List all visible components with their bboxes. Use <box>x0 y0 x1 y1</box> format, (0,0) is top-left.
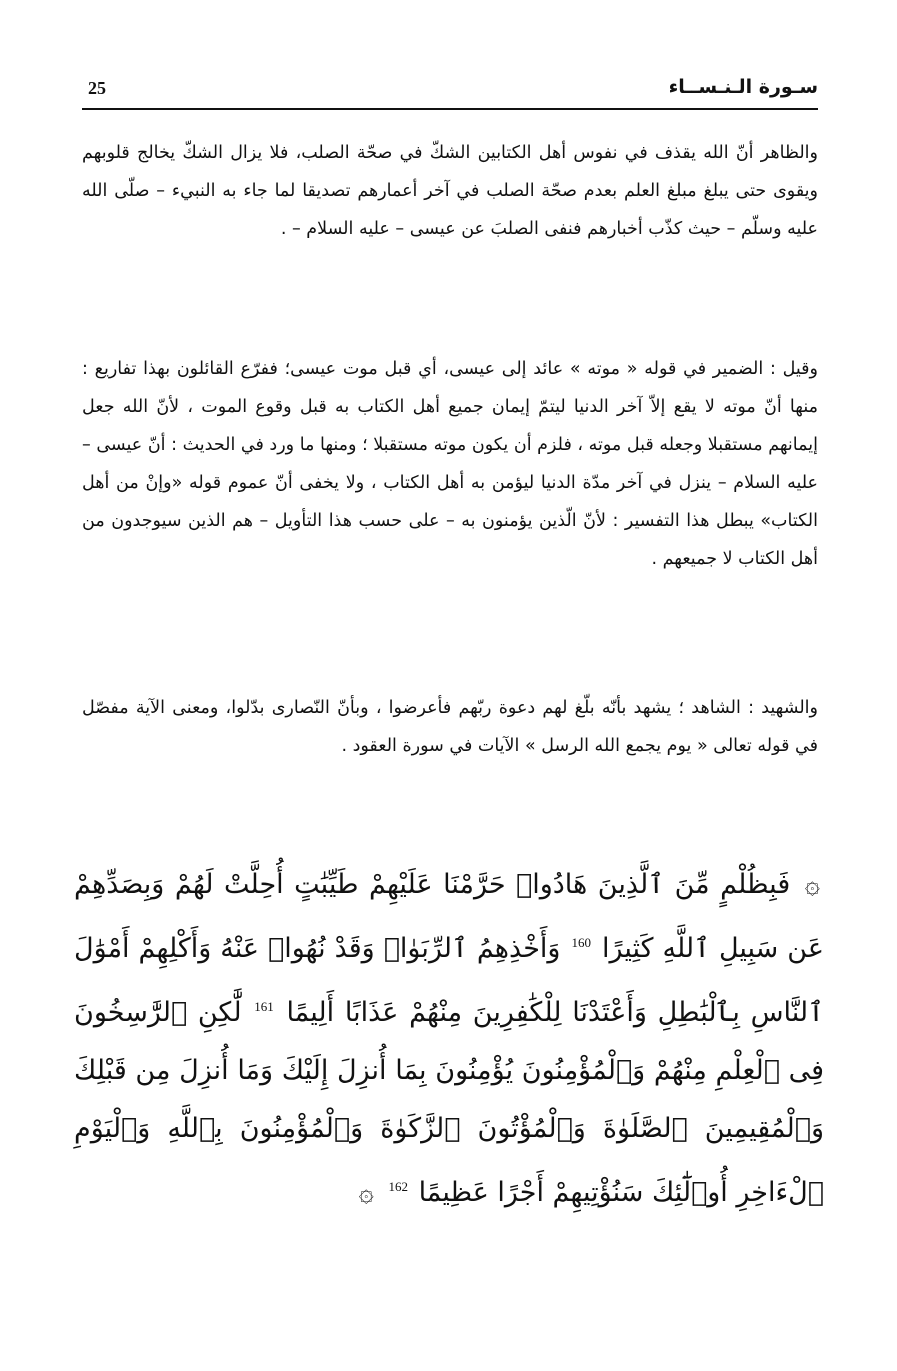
verse-160-text: فَبِظُلْمٍ مِّنَ ٱلَّذِينَ هَادُوا۟ حَرَّمْنَا عَلَيْهِمْ طَيِّبَٰتٍ أُحِلَّتْ لَهُمْ وَبِصَدِّهِمْ عَن سَبِيلِ ٱللَّهِ كَثِيرًا <box>74 869 824 964</box>
commentary-paragraph-2: وقيل : الضمير في قوله « موته » عائد إلى عيسى، أي قبل موت عيسى؛ ففرّع القائلون بهذا تفاريع : منها أنّ موته لا يقع إلاّ آخر الدنيا ليتمّ إيمان جميع أهل الكتاب به قبل وقوع الموت ، لأنّ الله جعل إيمانهم مستقبلا وجعله قبل موته ، فلزم أن يكون موته مستقبلا ؛ ومنها ما ورد في الحديث : أنّ عيسى – عليه السلام – ينزل في آخر مدّة الدنيا ليؤمن به أهل الكتاب ، ولا يخفى أنّ عموم قوله «وإنْ من أهل الكتاب» يبطل هذا التفسير : لأنّ الّذين يؤمنون به – على حسب هذا التأويل – هم الذين سيوجدون من أهل الكتاب لا جميعهم . <box>82 359 818 569</box>
surah-title: سـورة الـنـســاء <box>668 76 818 98</box>
commentary-paragraph-1: والظاهر أنّ الله يقذف في نفوس أهل الكتابين الشكّ في صحّة الصلب، فلا يزال الشكّ يخالج قلوبهم ويقوى حتى يبلغ مبلغ العلم بعدم صحّة الصلب في آخر أعمارهم تصديقا لما جاء به النبيء – صلّى الله عليه وسلّم – حيث كذّب أخبارهم فنفى الصلبَ عن عيسى – عليه السلام – . <box>82 143 818 239</box>
page-number: 25 <box>88 78 106 98</box>
verse-161-text: وَأَخْذِهِمُ ٱلرِّبَوٰا۟ وَقَدْ نُهُوا۟ عَنْهُ وَأَكْلِهِمْ أَمْوَٰلَ ٱلنَّاسِ بِٱلْبَٰطِلِ وَأَعْتَدْنَا لِلْكَٰفِرِينَ مِنْهُمْ عَذَابًا أَلِيمًا <box>74 933 824 1028</box>
quran-verses-block <box>74 856 824 1222</box>
verse-160-number: 160 <box>571 935 591 950</box>
commentary-paragraph-3: والشهيد : الشاهد ؛ يشهد بأنّه بلّغ لهم دعوة ربّهم فأعرضوا ، وبأنّ النّصارى بدّلوا، ومعنى الآية مفصّل في قوله تعالى « يوم يجمع الله الرسل » الآيات في سورة العقود . <box>82 698 818 756</box>
verse-open-ornament-icon: ۞ <box>804 870 820 900</box>
verse-close-ornament-icon: ۞ <box>358 1178 374 1208</box>
page-header <box>82 70 818 110</box>
verse-162-number: 162 <box>388 1179 408 1194</box>
verse-161-number: 161 <box>254 999 274 1014</box>
header-divider <box>82 108 818 110</box>
verse-162-text: لَّٰكِنِ ٱلرَّٰسِخُونَ فِى ٱلْعِلْمِ مِنْهُمْ وَٱلْمُؤْمِنُونَ يُؤْمِنُونَ بِمَا أُنزِلَ إِلَيْكَ وَمَا أُنزِلَ مِن قَبْلِكَ وَٱلْمُقِيمِينَ ٱلصَّلَوٰةَ وَٱلْمُؤْتُونَ ٱلزَّكَوٰةَ وَٱلْمُؤْمِنُونَ بِٱللَّهِ وَٱلْيَوْمِ ٱلْءَاخِرِ أُو۟لَٰٓئِكَ سَنُؤْتِيهِمْ أَجْرًا عَظِيمًا <box>74 997 824 1208</box>
